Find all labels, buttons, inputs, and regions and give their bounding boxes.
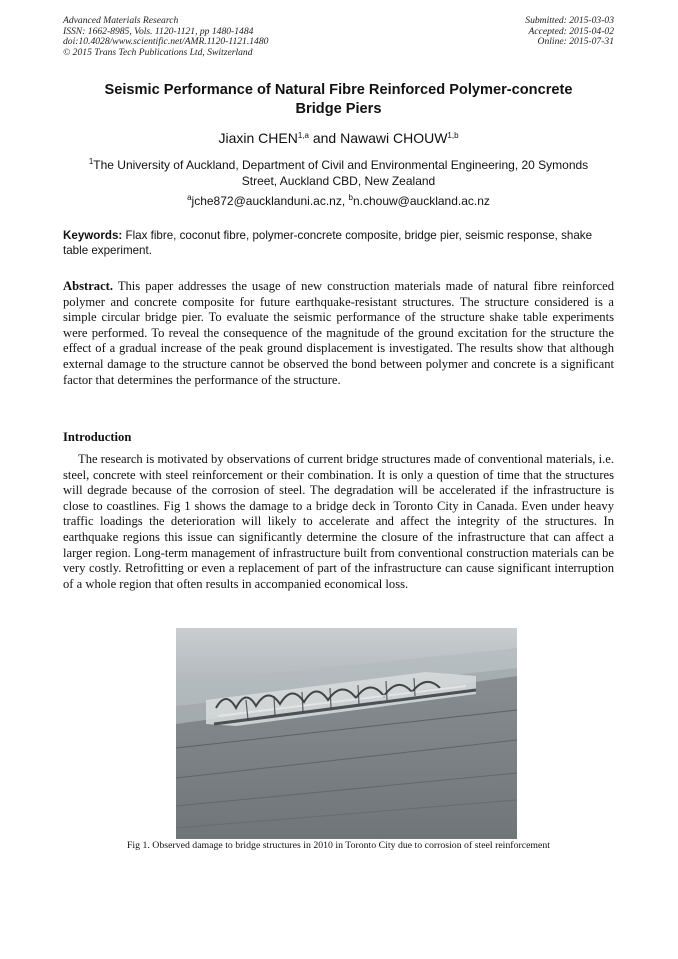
author-2: Nawawi CHOUW [340, 130, 448, 146]
title-line-1: Seismic Performance of Natural Fibre Reinforced Polymer-concrete [104, 82, 573, 98]
affiliation-number: 1 [88, 157, 94, 166]
introduction-paragraph: The research is motivated by observations of current bridge structures made of conventional materials, i.e. steel, concrete with steel reinforcement or their combination. It is only a question of time that the structures will degrade because of the corrosion of steel. The degradation will be accelerated if the infrastructure is close to coastlines. Fig 1 shows the damage to a bridge deck in Toronto City in Canada. Even under heavy traffic loadings the deterioration will likely to accelerate and affect the integrity of the structures. In earthquake regions this issue can significantly determine the closure of the infrastructure that can affect a larger region. Long-term management of infrastructure built from conventional construction materials can be very costly. Retrofitting or even a replacement of part of the infrastructure can cause significant interruption of a whole region that often results in accompanied economical loss. [63, 452, 614, 591]
journal-issn: ISSN: 1662-8985, Vols. 1120-1121, pp 1480-1484 [63, 25, 254, 37]
figure-1-photo [176, 628, 517, 839]
date-submitted: Submitted: 2015-03-03 [525, 15, 614, 26]
date-accepted: Accepted: 2015-04-02 [528, 25, 614, 37]
author-list [63, 130, 614, 146]
date-online: Online: 2015-07-31 [537, 36, 614, 48]
author-conj: and [308, 130, 341, 146]
keywords [63, 229, 614, 258]
paper-title [63, 81, 614, 119]
journal-doi[interactable]: doi:10.4028/www.scientific.net/AMR.1120-1121.1480 [63, 36, 269, 48]
abstract [63, 279, 614, 388]
abstract-label: Abstract. [63, 279, 114, 293]
keywords-label: Keywords: [63, 229, 123, 242]
author-2-affil: 1,b [447, 131, 459, 140]
keywords-text: Flax fibre, coconut fibre, polymer-concrete composite, bridge pier, seismic response, shake table experiment. [63, 229, 593, 257]
journal-header [63, 16, 268, 58]
journal-name: Advanced Materials Research [63, 15, 179, 26]
affiliation-text: The University of Auckland, Department of Civil and Environmental Engineering, 20 Symonds Street, Auckland CBD, New Zealand [93, 158, 589, 188]
journal-copyright: © 2015 Trans Tech Publications Ltd, Switzerland [63, 46, 253, 58]
email-b[interactable]: n.chouw@auckland.ac.nz [352, 194, 490, 208]
abstract-text: This paper addresses the usage of new construction materials made of natural fibre reinforced polymer and concrete composite for future earthquake-resistant structures. The structure considered is a simple circular bridge pier. To evaluate the seismic performance of the structure shake table experiments were performed. To reveal the consequence of the magnitude of the ground excitation for the structure the effect of a gradual increase of the peak ground displacement is investigated. The results show that although external damage to the structure cannot be observed the bond between polymer and concrete is a significant factor that determines the performance of the structure. [63, 279, 614, 387]
dates-header [525, 16, 614, 48]
bridge-damage-photo [176, 628, 517, 839]
author-emails [63, 194, 614, 208]
email-a[interactable]: jche872@aucklanduni.ac.nz, [191, 194, 346, 208]
affiliation [76, 157, 601, 189]
title-line-2: Bridge Piers [295, 101, 382, 117]
section-heading-introduction: Introduction [63, 430, 132, 444]
author-1-affil: 1,a [297, 131, 309, 140]
email-b-marker: b [348, 193, 353, 202]
author-1: Jiaxin CHEN [218, 130, 298, 146]
figure-1-caption: Fig 1. Observed damage to bridge structures in 2010 in Toronto City due to corrosion of steel reinforcement [126, 840, 551, 851]
email-a-marker: a [187, 193, 192, 202]
